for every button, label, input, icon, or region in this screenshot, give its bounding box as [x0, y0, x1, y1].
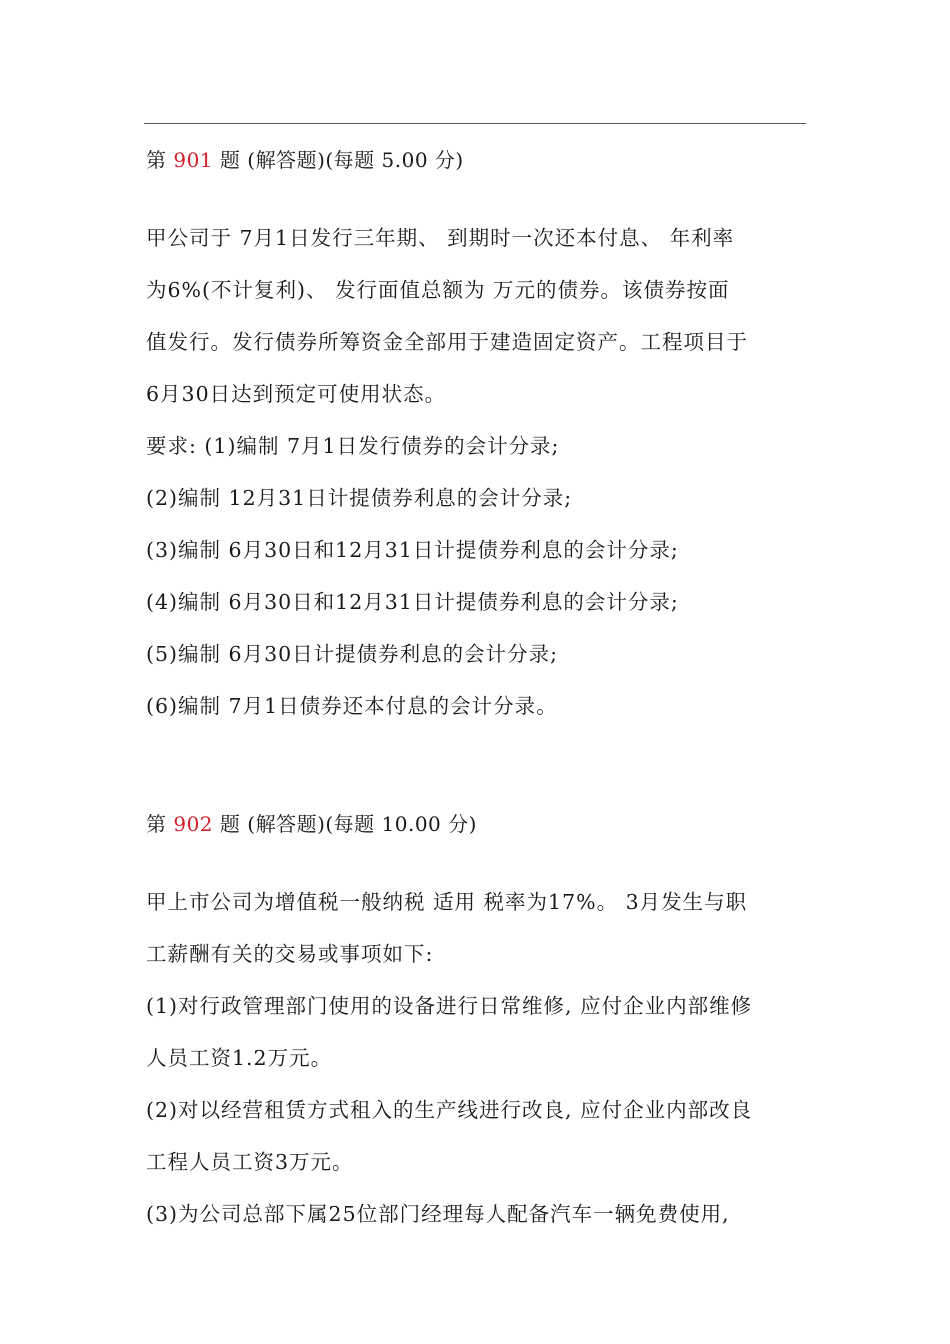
question-body	[146, 876, 810, 1240]
question-prefix: 第	[146, 148, 174, 172]
body-line: 人员工资1.2万元。	[146, 1046, 333, 1070]
requirement-line: (5)编制 6月30日计提债券利息的会计分录;	[146, 642, 559, 666]
question-901	[146, 146, 810, 732]
question-902	[146, 810, 810, 1240]
body-line: 值发行。发行债券所筹资金全部用于建造固定资产。工程项目于	[146, 330, 748, 354]
body-line: 为6%(不计复利)、 发行面值总额为 万元的债券。该债券按面	[146, 278, 730, 302]
requirement-line: 要求: (1)编制 7月1日发行债券的会计分录;	[146, 434, 560, 458]
question-body	[146, 212, 810, 732]
requirement-line: (3)编制 6月30日和12月31日计提债券利息的会计分录;	[146, 538, 679, 562]
question-number: 902	[173, 812, 214, 836]
question-type-score: 题 (解答题)(每题 10.00 分)	[213, 812, 477, 836]
question-prefix: 第	[146, 812, 174, 836]
top-divider	[144, 123, 806, 124]
question-title	[146, 146, 810, 174]
body-line: 甲公司于 7月1日发行三年期、 到期时一次还本付息、 年利率	[146, 226, 735, 250]
body-line: 工薪酬有关的交易或事项如下:	[146, 942, 434, 966]
question-number: 901	[173, 148, 214, 172]
requirement-line: (2)编制 12月31日计提债券利息的会计分录;	[146, 486, 573, 510]
body-line: (1)对行政管理部门使用的设备进行日常维修, 应付企业内部维修	[146, 994, 753, 1018]
body-line: (3)为公司总部下属25位部门经理每人配备汽车一辆免费使用,	[146, 1202, 730, 1226]
body-line: (2)对以经营租赁方式租入的生产线进行改良, 应付企业内部改良	[146, 1098, 753, 1122]
body-line: 6月30日达到预定可使用状态。	[146, 382, 447, 406]
question-type-score: 题 (解答题)(每题 5.00 分)	[213, 148, 464, 172]
question-title	[146, 810, 810, 838]
requirement-line: (6)编制 7月1日债券还本付息的会计分录。	[146, 694, 558, 718]
requirement-line: (4)编制 6月30日和12月31日计提债券利息的会计分录;	[146, 590, 679, 614]
body-line: 甲上市公司为增值税一般纳税 适用 税率为17%。 3月发生与职	[146, 890, 748, 914]
body-line: 工程人员工资3万元。	[146, 1150, 354, 1174]
